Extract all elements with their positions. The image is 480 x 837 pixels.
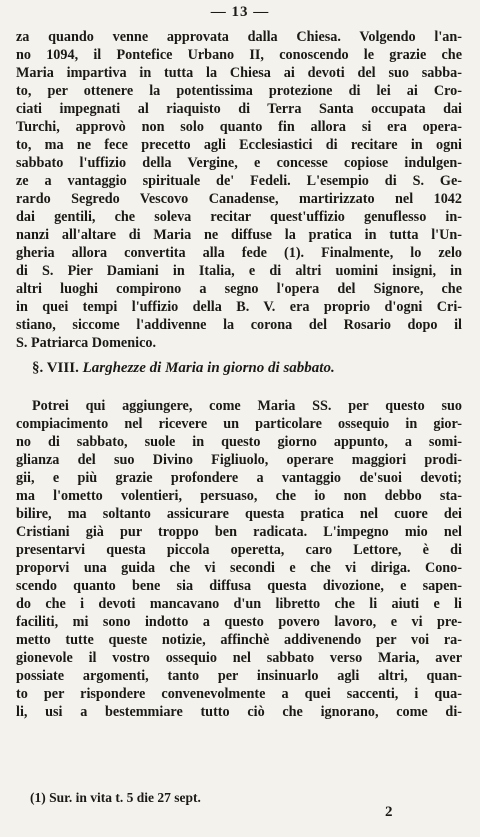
text-line: compiacimento nel ricevere un particolare ossequio in gior- (16, 416, 462, 432)
text-line: ze a vantaggio spirituale de' Fedeli. L'esempio di S. Ge- (16, 173, 462, 189)
text-line: presentarvi questa piccola operetta, caro Lettore, è di (16, 542, 462, 558)
text-line: glianza del suo Divino Figliuolo, operare maggiori prodi- (16, 452, 462, 468)
text-line: ma l'ometto volentieri, persuaso, che io non debbo sta- (16, 488, 462, 504)
text-line: Turchi, approvò non solo quanto fin allora si era opera- (16, 119, 462, 135)
text-line: gii, e più grazie profondere a vantaggio de'suoi devoti; (16, 470, 462, 486)
section-heading (32, 359, 462, 377)
text-line: faciliti, mi sono indotto a questo povero lavoro, e vi pre- (16, 614, 462, 630)
text-line: ciati impegnati al riaquisto di Terra Santa occupata dai (16, 101, 462, 117)
text-line: sabbato l'uffizio della Vergine, e concesse copiose indulgen- (16, 155, 462, 171)
text-line: in quei tempi l'uffizio della B. V. era proprio d'ogni Cri- (16, 299, 462, 315)
section-number: §. VIII. (32, 360, 79, 376)
text-line: stiano, siccome l'addivenne la corona del Rosario dopo il (16, 317, 462, 333)
text-line: nanzi all'altare di Maria ne diffuse la pratica in tutta l'Un- (16, 227, 462, 243)
text-line: S. Patriarca Domenico. (16, 335, 157, 351)
text-line: no 1094, il Pontefice Urbano II, conoscendo le grazie che (16, 47, 462, 63)
text-line: scendo quanto bene sia diffusa questa divozione, e sapen- (16, 578, 462, 594)
text-line: gheria allora convertita alla fede (1). Finalmente, lo zelo (16, 245, 462, 261)
text-line: do che i devoti mancavano d'un libretto che li aiuti e li (16, 596, 462, 612)
text-line: bilire, ma soltanto assicurare questa pratica nel cuore dei (16, 506, 462, 522)
text-line: metto tutte queste notizie, affinchè addivenendo per voi ra- (16, 632, 462, 648)
text-line: dai gentili, che soleva recitar quest'uffizio genuflesso in- (16, 209, 462, 225)
page-number: — 13 — (210, 4, 270, 20)
text-line: proporvi una guida che vi secondi e che vi diriga. Cono- (16, 560, 462, 576)
text-line: to, per ottenere la potentissima protezione di lei ai Cro- (16, 83, 462, 99)
text-line: za quando venne approvata dalla Chiesa. Volgendo l'an- (16, 29, 462, 45)
text-line: to, ma ne fece precetto agli Ecclesiastici di recitare in ogni (16, 137, 462, 153)
text-line: rardo Segredo Vescovo Canadense, martirizzato nel 1042 (16, 191, 462, 207)
text-line: di S. Pier Damiani in Italia, e di altri uomini insigni, in (16, 263, 462, 279)
text-line: li, usi a bestemmiare tutto ciò che ignorano, come di- (16, 704, 462, 720)
section-title: Larghezze di Maria in giorno di sabbato. (82, 360, 335, 376)
signature-mark: 2 (385, 804, 393, 820)
text-line: possiate argomenti, tanto per insinuarlo agli altri, quan- (16, 668, 462, 684)
text-line: gionevole il vostro ossequio nel sabbato verso Maria, aver (16, 650, 462, 666)
text-line: Maria impartiva in tutta la Chiesa ai devoti del suo sabba- (16, 65, 462, 81)
text-line: Potrei qui aggiungere, come Maria SS. per questo suo (32, 398, 462, 414)
footnote: (1) Sur. in vita t. 5 die 27 sept. (30, 790, 201, 805)
text-line: Cristiani già pur troppo ben radicata. L'impegno mio nel (16, 524, 462, 540)
text-line: no di sabbato, suole in questo giorno appunto, a somi- (16, 434, 462, 450)
text-line: altri luoghi compirono a segno l'opera del Signore, che (16, 281, 462, 297)
text-line: to per rispondere convenevolmente a quei saccenti, i qua- (16, 686, 462, 702)
